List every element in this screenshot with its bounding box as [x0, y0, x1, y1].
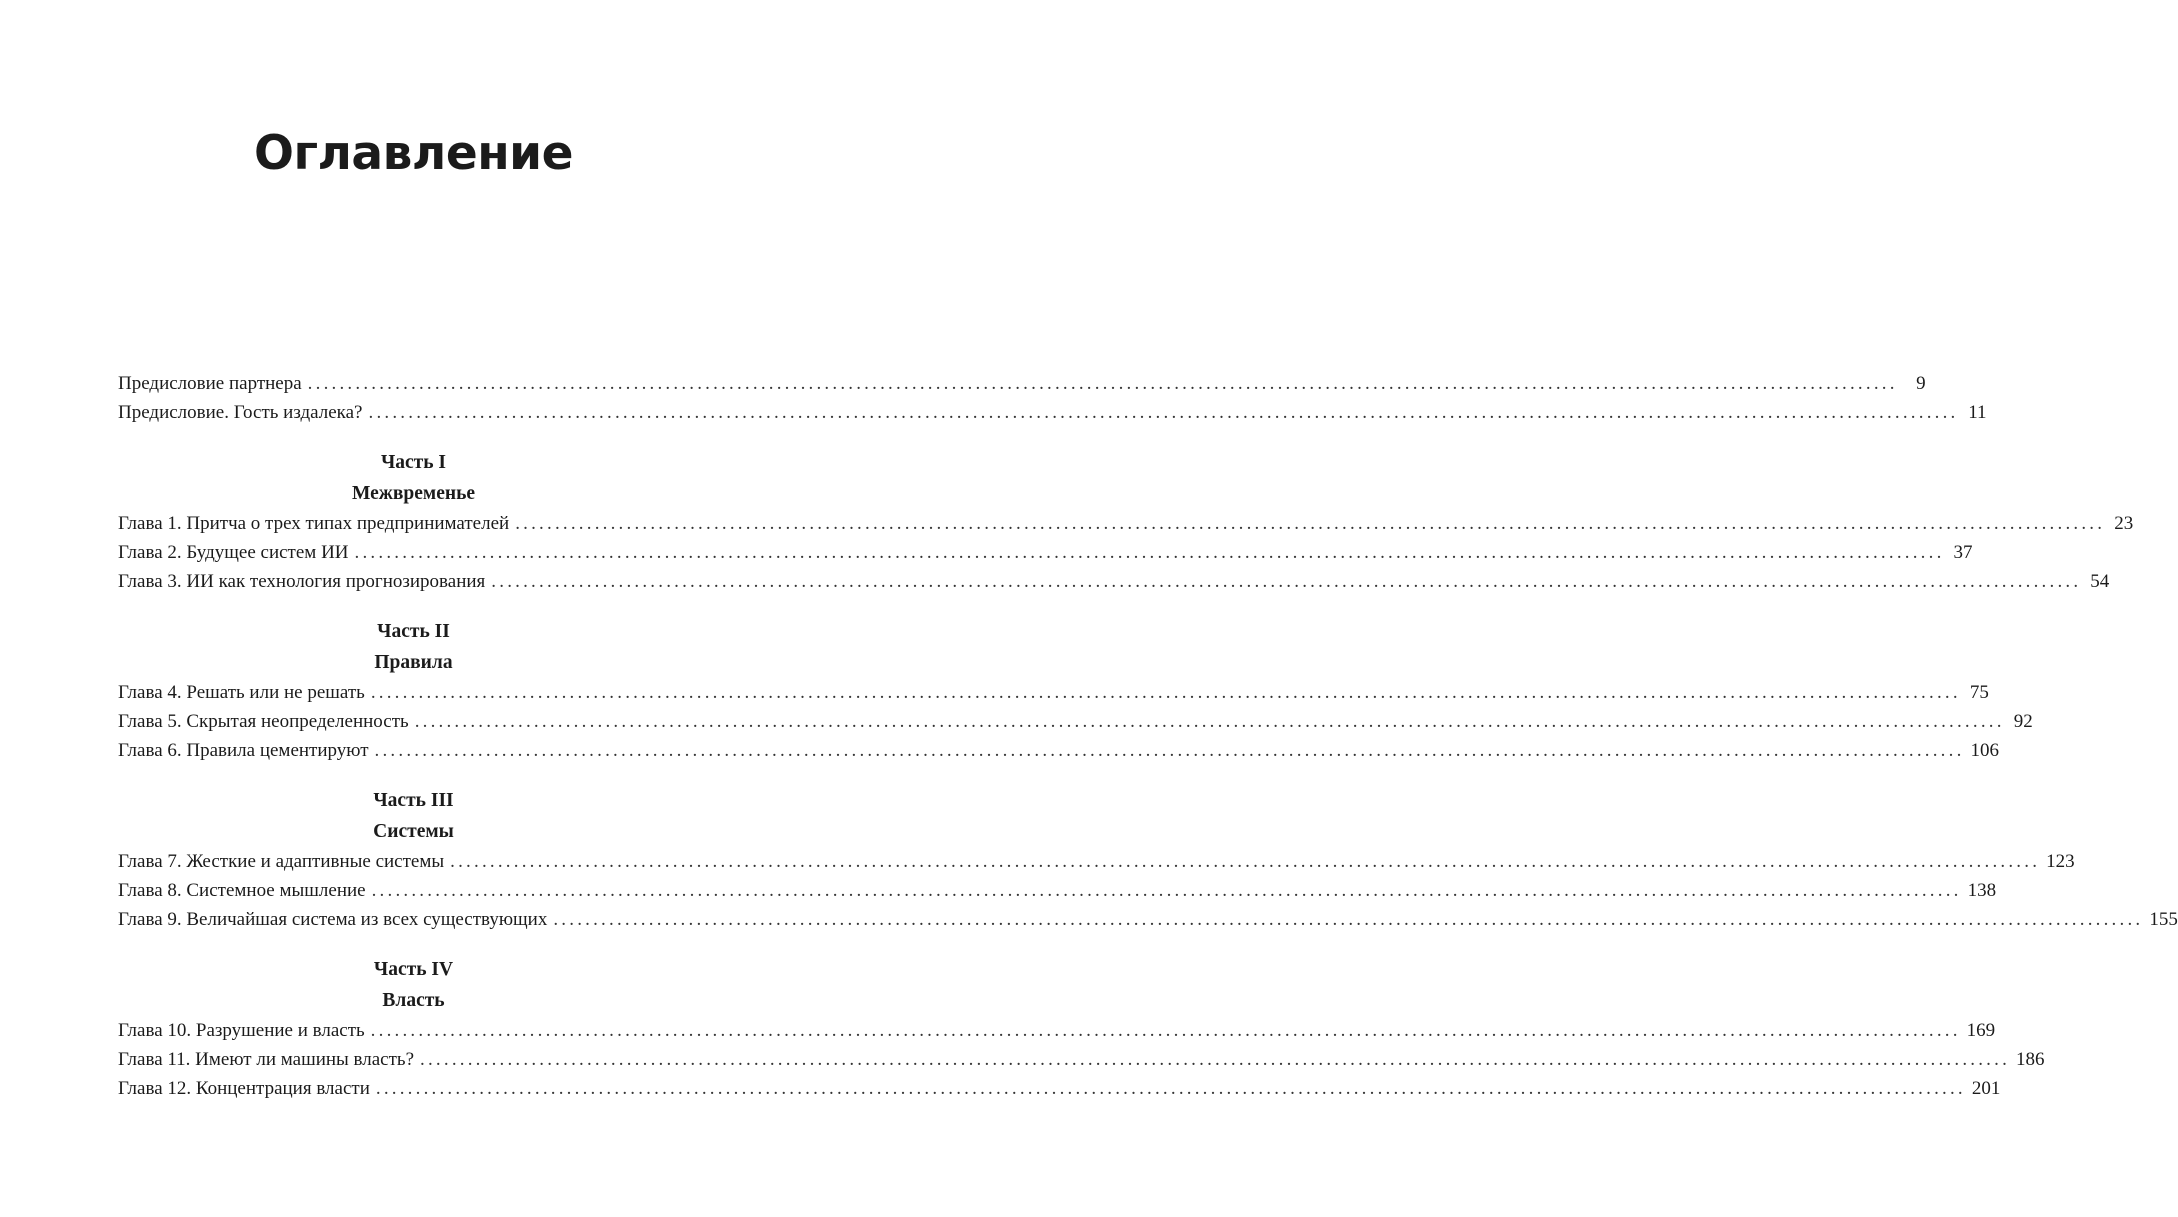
toc-entry-title: Глава 8. Системное мышление — [118, 880, 366, 901]
part-heading-3 — [118, 785, 709, 847]
toc-entry-page: 201 — [1971, 1078, 2001, 1099]
page-title: Оглавление — [254, 126, 573, 181]
toc-entry-title: Предисловие партнера — [118, 373, 302, 394]
part-number: Часть II — [377, 621, 450, 642]
toc-entry-partner-preface[interactable] — [118, 369, 1926, 398]
chapter-list-part-4 — [118, 1016, 2045, 1103]
dot-leader: ........................................................................................................................................................................................................ — [414, 711, 2005, 732]
toc-entry-preface[interactable] — [118, 398, 1987, 427]
dot-leader: ........................................................................................................................................................................................................ — [307, 373, 1898, 394]
dot-leader: ........................................................................................................................................................................................................ — [368, 402, 1959, 423]
toc-entry-page: 155 — [2149, 909, 2178, 930]
toc-entry-chapter-5[interactable] — [118, 707, 2033, 736]
toc-entry-page: 186 — [2016, 1049, 2045, 1070]
toc-entry-title: Предисловие. Гость издалека? — [118, 402, 363, 423]
part-heading-2 — [118, 616, 709, 678]
toc-entry-chapter-9[interactable] — [118, 905, 2178, 934]
part-number: Часть I — [380, 452, 447, 473]
toc-entry-title: Глава 6. Правила цементируют — [118, 740, 369, 761]
toc-entry-title: Глава 1. Притча о трех типах предпринимателей — [118, 513, 510, 534]
toc-entry-page: 9 — [1916, 373, 1926, 394]
dot-leader: ........................................................................................................................................................................................................ — [354, 542, 1945, 563]
toc-entry-title: Глава 3. ИИ как технология прогнозирования — [118, 571, 486, 592]
toc-entry-title: Глава 2. Будущее систем ИИ — [118, 542, 349, 563]
part-name: Межвременье — [351, 483, 476, 504]
dot-leader: ........................................................................................................................................................................................................ — [491, 571, 2082, 592]
toc-entry-chapter-3[interactable] — [118, 567, 2110, 596]
toc-entry-chapter-1[interactable] — [118, 509, 2134, 538]
toc-entry-chapter-7[interactable] — [118, 847, 2075, 876]
dot-leader: ........................................................................................................................................................................................................ — [450, 851, 2041, 872]
toc-entry-title: Глава 12. Концентрация власти — [118, 1078, 370, 1099]
dot-leader: ........................................................................................................................................................................................................ — [374, 740, 1965, 761]
part-heading-4 — [118, 954, 709, 1016]
toc-entry-title: Глава 4. Решать или не решать — [118, 682, 365, 703]
toc-entry-title: Глава 10. Разрушение и власть — [118, 1020, 365, 1041]
toc-entry-page: 138 — [1967, 880, 1997, 901]
toc-entry-title: Глава 5. Скрытая неопределенность — [118, 711, 409, 732]
front-matter-list — [118, 369, 1987, 427]
toc-entry-page: 11 — [1968, 402, 1987, 423]
part-name: Власть — [382, 990, 445, 1011]
toc-entry-chapter-4[interactable] — [118, 678, 1989, 707]
part-number: Часть IV — [373, 959, 454, 980]
chapter-list-part-3 — [118, 847, 2178, 934]
dot-leader: ........................................................................................................................................................................................................ — [553, 909, 2144, 930]
toc-entry-chapter-10[interactable] — [118, 1016, 1996, 1045]
part-name: Системы — [373, 821, 454, 842]
chapter-list-part-2 — [118, 678, 2033, 765]
toc-entry-page: 123 — [2046, 851, 2075, 872]
toc-entry-page: 54 — [2090, 571, 2110, 592]
toc-entry-title: Глава 9. Величайшая система из всех существующих — [118, 909, 548, 930]
dot-leader: ........................................................................................................................................................................................................ — [370, 682, 1961, 703]
dot-leader: ........................................................................................................................................................................................................ — [375, 1078, 1966, 1099]
part-name: Правила — [374, 652, 453, 673]
chapter-list-part-1 — [118, 509, 2134, 596]
part-number: Часть III — [373, 790, 454, 811]
dot-leader: ........................................................................................................................................................................................................ — [420, 1049, 2011, 1070]
dot-leader: ........................................................................................................................................................................................................ — [370, 1020, 1961, 1041]
part-heading-1 — [118, 447, 709, 509]
toc-entry-chapter-6[interactable] — [118, 736, 2000, 765]
dot-leader: ........................................................................................................................................................................................................ — [371, 880, 1962, 901]
toc-entry-page: 92 — [2013, 711, 2033, 732]
toc-entry-page: 75 — [1969, 682, 1989, 703]
toc-entry-title: Глава 7. Жесткие и адаптивные системы — [118, 851, 445, 872]
toc-entry-title: Глава 11. Имеют ли машины власть? — [118, 1049, 415, 1070]
toc-entry-page: 37 — [1953, 542, 1973, 563]
toc-entry-chapter-12[interactable] — [118, 1074, 2001, 1103]
toc-entry-page: 106 — [1970, 740, 2000, 761]
table-of-contents — [118, 369, 2178, 1103]
toc-entry-page: 169 — [1966, 1020, 1996, 1041]
toc-entry-chapter-2[interactable] — [118, 538, 1973, 567]
toc-entry-chapter-8[interactable] — [118, 876, 1997, 905]
dot-leader: ........................................................................................................................................................................................................ — [515, 513, 2106, 534]
toc-entry-chapter-11[interactable] — [118, 1045, 2045, 1074]
toc-entry-page: 23 — [2114, 513, 2134, 534]
